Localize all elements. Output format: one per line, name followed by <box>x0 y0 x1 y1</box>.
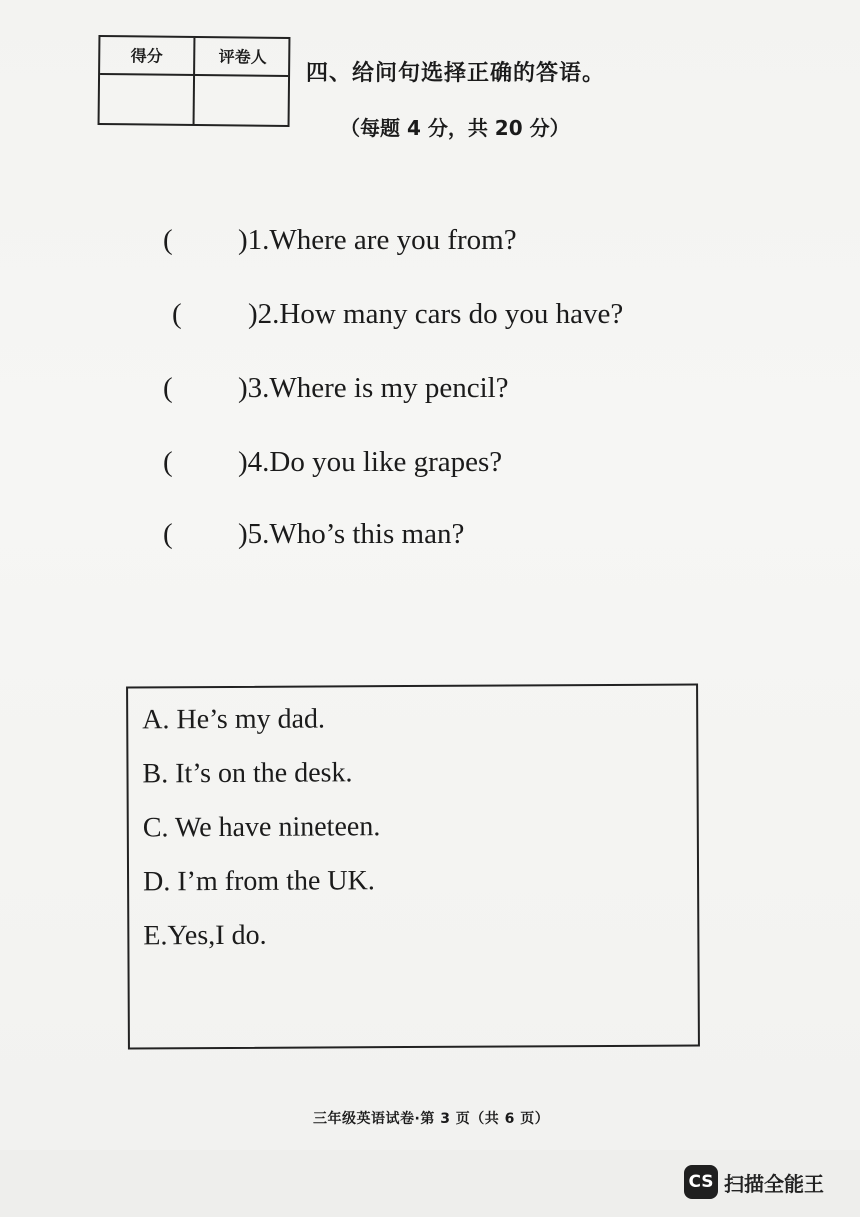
score-table <box>98 35 291 127</box>
answer-options-box <box>126 684 700 1050</box>
option-b: B. It’s on the desk. <box>142 757 353 790</box>
answer-blank: ( <box>163 446 173 478</box>
grader-header: 评卷人 <box>218 47 267 67</box>
answer-blank: ( <box>163 372 173 404</box>
question-text: )2.How many cars do you have? <box>248 298 624 330</box>
question-text: )5.Who’s this man? <box>238 518 465 550</box>
answer-blank: ( <box>163 518 173 550</box>
option-c: C. We have nineteen. <box>142 811 381 844</box>
question-text: )1.Where are you from? <box>238 224 517 256</box>
option-d: D. I’m from the UK. <box>142 865 375 898</box>
watermark-text: 扫描全能王 <box>724 1171 824 1196</box>
camscanner-logo-icon: CS <box>684 1165 718 1199</box>
answer-blank: ( <box>172 298 182 330</box>
question-text: )3.Where is my pencil? <box>238 372 509 404</box>
answer-blank: ( <box>163 224 173 256</box>
section-points: （每题 4 分，共 20 分） <box>340 116 570 140</box>
option-a: A. He’s my dad. <box>142 703 326 736</box>
score-header: 得分 <box>130 46 163 66</box>
option-e: E.Yes,I do. <box>143 919 267 952</box>
page-footer: 三年级英语试卷·第 3 页（共 6 页） <box>313 1111 550 1127</box>
section-title: 四、给问句选择正确的答语。 <box>306 61 606 86</box>
scanner-watermark <box>684 1164 824 1200</box>
question-text: )4.Do you like grapes? <box>238 446 503 478</box>
